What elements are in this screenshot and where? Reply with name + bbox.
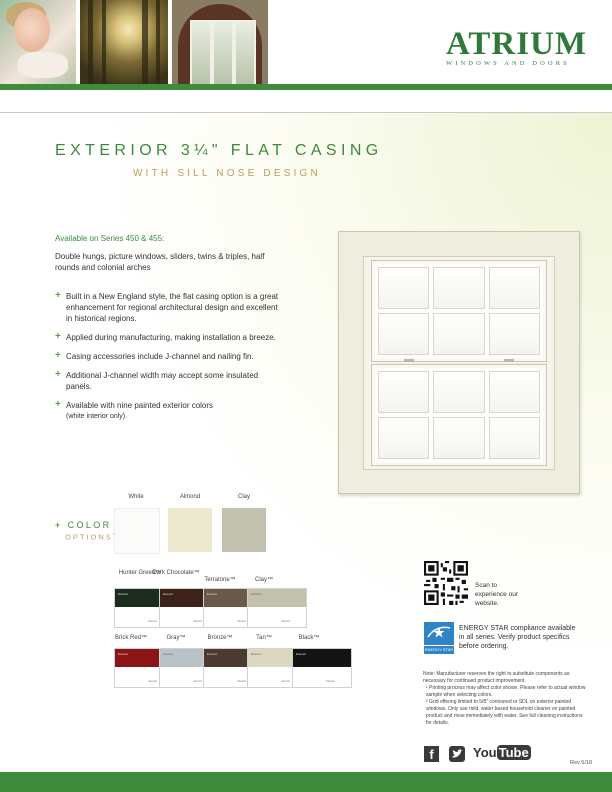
- energy-star-text: ENERGY STAR compliance available in all series. Verify product specifics before ordering.: [459, 625, 576, 650]
- paint-swatch: Exterior Interior: [203, 648, 263, 688]
- page-subtitle: WITH SILL NOSE DESIGN: [133, 168, 321, 179]
- swatch-label: Almond: [179, 494, 201, 500]
- swatch-label: White: [128, 494, 144, 500]
- plus-icon: +: [55, 331, 61, 342]
- brand-logo[interactable]: ATRIUM: [446, 26, 588, 62]
- qr-caption: Scan to experience our website.: [475, 582, 518, 607]
- brand-tagline: WINDOWS AND DOORS: [446, 60, 570, 67]
- sash-lock: [504, 359, 514, 362]
- swatch-white: [114, 508, 160, 554]
- plus-icon: +: [55, 350, 61, 361]
- plus-icon: +: [55, 520, 68, 530]
- header-photo-forest: [80, 0, 168, 84]
- feature-item: + Applied during manufacturing, making installation a breeze.: [55, 331, 276, 342]
- youtube-icon[interactable]: You Tube: [473, 745, 529, 760]
- paint-swatch: Exterior Interior: [159, 588, 219, 628]
- feature-list: [55, 291, 280, 430]
- paint-label: Brick Red™: [114, 635, 147, 641]
- upper-sash: [372, 261, 546, 361]
- paint-label: Terratone™: [204, 577, 236, 583]
- header-photo-door: [172, 0, 268, 84]
- window-frame: [363, 256, 555, 470]
- feature-item: + Casing accessories include J-channel and nailing fin.: [55, 350, 254, 361]
- feature-item: + Built in a New England style, the flat casing option is a great enhancement for regional architectural design and excellent in historical regions.: [55, 290, 279, 323]
- page-title: EXTERIOR 3¼" FLAT CASING: [55, 142, 383, 159]
- paint-swatch: Exterior Interior: [203, 588, 263, 628]
- sash-lock: [404, 359, 414, 362]
- twitter-icon[interactable]: [449, 746, 465, 762]
- paint-swatch: Exterior Interior: [159, 648, 219, 688]
- window-illustration: [338, 231, 580, 494]
- availability-heading: Available on Series 450 & 455:: [55, 234, 165, 243]
- color-options-heading: + COLOR: [55, 520, 112, 530]
- energy-star-logo: [424, 622, 454, 644]
- qr-code-icon[interactable]: [424, 561, 468, 605]
- footer-bar: [0, 772, 612, 792]
- paint-swatch: Exterior Interior: [247, 648, 307, 688]
- paint-label: Dark Chocolate™: [152, 570, 200, 576]
- paint-label: Black™: [298, 635, 320, 641]
- paint-label: Clay™: [254, 577, 273, 583]
- paint-label: Tan™: [256, 635, 272, 641]
- swatch-label: Clay: [237, 494, 250, 500]
- energy-star-icon: ENERGY STAR: [424, 622, 454, 654]
- paint-swatch: Exterior Interior: [292, 648, 352, 688]
- lower-sash: [372, 365, 546, 465]
- paint-label: Bronze™: [207, 635, 233, 641]
- footnotes: Note: Manufacturer reserves the right to substitute components as necessary for continued product improvement. ¹ Printing process may affect color shown. Please refer to actual window sample when selecting colors. ² Grid offering limited to 5/8" contoured or SDL on exterior painted windows. Only use mild, water based household cleaner on painted product and rinse immediately with water. See full cleaning instructions for details.: [423, 671, 586, 726]
- paint-swatch: Exterior Interior: [114, 648, 174, 688]
- feature-item: + Additional J-channel width may accept some insulated panels.: [55, 369, 259, 391]
- swatch-clay: [222, 508, 266, 552]
- plus-icon: +: [55, 290, 61, 301]
- paint-label: Gray™: [166, 635, 186, 641]
- revision-label: Rev 5/18: [570, 760, 593, 766]
- color-options-subheading: $OPTIONS^{^1}$: [65, 532, 117, 542]
- paint-swatch: Exterior Interior: [247, 588, 307, 628]
- paint-label: Hunter Green™: [118, 570, 162, 576]
- header-bar: [0, 84, 612, 90]
- header-photo-child: [0, 0, 76, 84]
- paint-swatch: Exterior Interior: [114, 588, 174, 628]
- feature-item: + Available with nine painted exterior colors (white interior only).: [55, 399, 214, 420]
- availability-description: Double hungs, picture windows, sliders, twins & triples, half rounds and colonial arches: [55, 252, 265, 272]
- plus-icon: +: [55, 399, 61, 410]
- swatch-almond: [168, 508, 212, 552]
- facebook-icon[interactable]: f: [424, 746, 439, 762]
- twitter-bird-icon: [449, 746, 465, 762]
- plus-icon: +: [55, 369, 61, 380]
